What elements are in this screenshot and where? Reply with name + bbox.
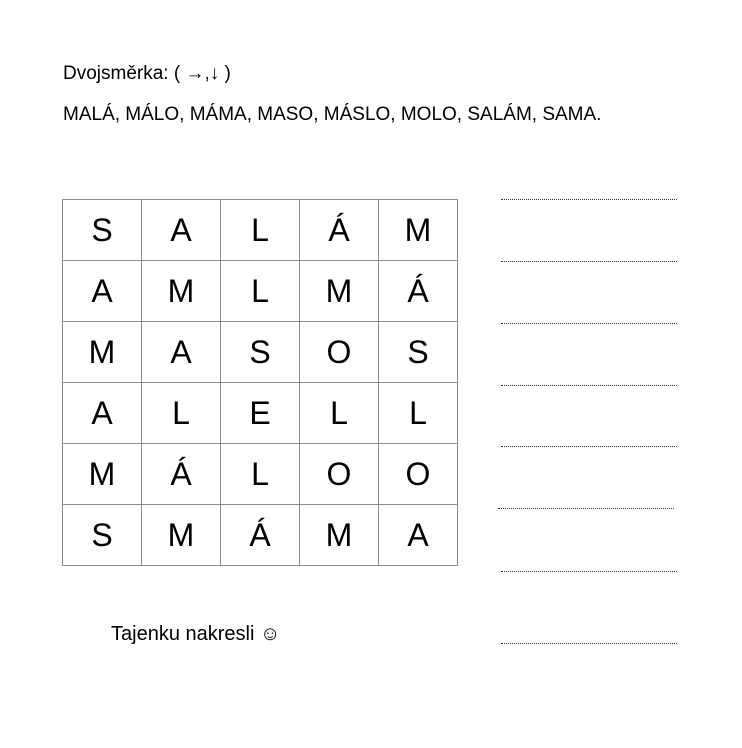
answer-line[interactable]	[501, 199, 677, 200]
word-list: MALÁ, MÁLO, MÁMA, MASO, MÁSLO, MOLO, SALÁM, SAMA.	[63, 104, 602, 125]
grid-cell: L	[221, 200, 300, 261]
grid-cell: M	[142, 261, 221, 322]
grid-cell: A	[63, 383, 142, 444]
grid-cell: M	[300, 505, 379, 566]
grid-cell: S	[63, 505, 142, 566]
grid-cell: M	[63, 444, 142, 505]
grid-cell: M	[142, 505, 221, 566]
grid-cell: Á	[142, 444, 221, 505]
grid-cell: E	[221, 383, 300, 444]
grid-cell: O	[379, 444, 458, 505]
footer-instruction: Tajenku nakresli ☺	[111, 623, 281, 645]
grid-cell: S	[221, 322, 300, 383]
grid-row	[63, 444, 458, 505]
answer-line[interactable]	[501, 571, 677, 572]
grid-cell: O	[300, 322, 379, 383]
letter-grid	[62, 199, 458, 566]
answer-line[interactable]	[501, 446, 677, 447]
grid-row	[63, 322, 458, 383]
grid-cell: Á	[379, 261, 458, 322]
grid-cell: L	[379, 383, 458, 444]
answer-line[interactable]	[501, 385, 677, 386]
grid-cell: A	[142, 322, 221, 383]
grid-row	[63, 383, 458, 444]
grid-cell: M	[379, 200, 458, 261]
answer-line[interactable]	[501, 323, 677, 324]
grid-row	[63, 505, 458, 566]
grid-row	[63, 261, 458, 322]
grid-cell: M	[300, 261, 379, 322]
grid-cell: A	[63, 261, 142, 322]
grid-cell: A	[142, 200, 221, 261]
grid-cell: O	[300, 444, 379, 505]
grid-cell: L	[221, 444, 300, 505]
grid-cell: M	[63, 322, 142, 383]
answer-line[interactable]	[501, 261, 677, 262]
grid-cell: L	[300, 383, 379, 444]
grid-cell: Á	[300, 200, 379, 261]
grid-cell: Á	[221, 505, 300, 566]
grid-cell: A	[379, 505, 458, 566]
grid-cell: L	[221, 261, 300, 322]
answer-line[interactable]	[498, 508, 674, 509]
grid-cell: S	[63, 200, 142, 261]
answer-line[interactable]	[501, 643, 677, 644]
puzzle-title: Dvojsměrka: ( →,↓ )	[63, 63, 231, 84]
grid-cell: L	[142, 383, 221, 444]
grid-row	[63, 200, 458, 261]
grid-cell: S	[379, 322, 458, 383]
